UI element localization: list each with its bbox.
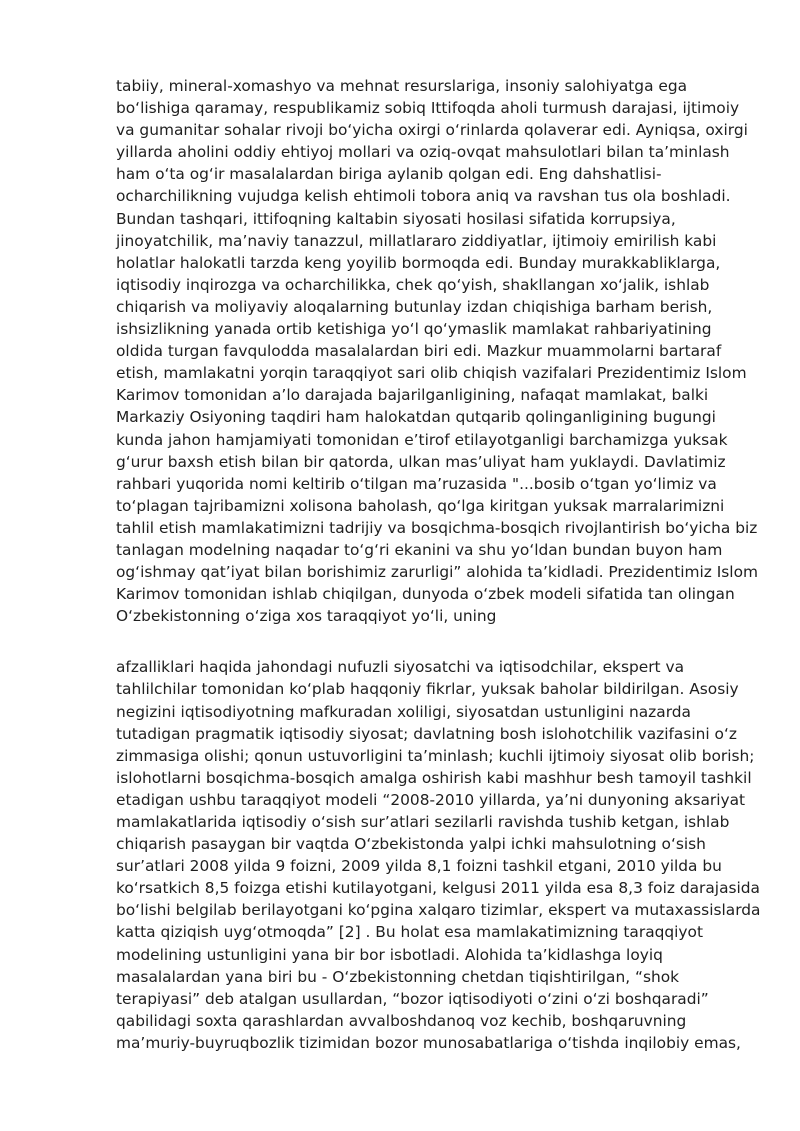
text-line: yillarda aholini oddiy ehtiyoj mollari va oziq-ovqat mahsulotlari bilan ta’minlash xyxy=(116,143,730,162)
text-line: qabilidagi soxta qarashlardan avvalboshdanoq voz kechib, boshqaruvning xyxy=(116,1011,687,1030)
text-line: afzalliklari haqida jahondagi nufuzli siyosatchi va iqtisodchilar, ekspert va xyxy=(116,658,685,677)
text-line: ma’muriy-buyruqbozlik tizimidan bozor munosabatlariga o‘tishda inqilobiy emas, xyxy=(116,1033,741,1052)
text-line: ham o‘ta og‘ir masalalardan biriga aylanib qolgan edi. Eng dahshatlisi- xyxy=(116,165,662,184)
text-line: etadigan ushbu taraqqiyot modeli “2008-2010 yillarda, ya’ni dunyoning aksariyat xyxy=(116,790,746,809)
text-line: sur’atlari 2008 yilda 9 foizni, 2009 yilda 8,1 foizni tashkil etgani, 2010 yilda bu xyxy=(116,857,722,876)
text-line: ocharchilikning vujudga kelish ehtimoli tobora aniq va ravshan tus ola boshladi. xyxy=(116,187,731,206)
text-line: jinoyatchilik, ma’naviy tanazzul, millatlararo ziddiyatlar, ijtimoiy emirilish kabi xyxy=(116,231,717,250)
text-line: ko‘rsatkich 8,5 foizga etishi kutilayotgani, kelgusi 2011 yilda esa 8,3 foiz darajasida xyxy=(116,879,760,898)
text-line: negizini iqtisodiyotning mafkuradan xoliligi, siyosatdan ustunligini nazarda xyxy=(116,702,691,721)
text-line: chiqarish pasaygan bir vaqtda O‘zbekistonda yalpi ichki mahsulotning o‘sish xyxy=(116,835,706,854)
text-line: bo‘lishi belgilab berilayotgani ko‘pgina xalqaro tizimlar, ekspert va mutaxassislarda xyxy=(116,901,761,920)
text-line: tahlilchilar tomonidan ko‘plab haqqoniy fikrlar, yuksak baholar bildirilgan. Asosiy xyxy=(116,680,739,699)
text-line: tabiiy, mineral-xomashyo va mehnat resurslariga, insoniy salohiyatga ega xyxy=(116,77,688,95)
document-page xyxy=(116,75,761,1054)
text-line: mamlakatlarida iqtisodiy o‘sish sur’atlari sezilarli ravishda tushib ketgan, ishlab xyxy=(116,813,730,831)
text-line: Markaziy Osiyoning taqdiri ham halokatdan qutqarib qolinganligining bugungi xyxy=(116,408,716,427)
text-line: bo‘lishiga qaramay, respublikamiz sobiq Ittifoqda aholi turmush darajasi, ijtimoiy xyxy=(116,99,740,118)
text-line: g‘urur baxsh etish bilan bir qatorda, ulkan mas’uliyat ham yuklaydi. Davlatimiz xyxy=(116,452,726,471)
text-line: rahbari yuqorida nomi keltirib o‘tilgan ma’ruzasida "...bosib o‘tgan yo‘limiz va xyxy=(116,474,717,493)
paragraph-1 xyxy=(116,75,758,627)
text-line: tanlagan modelning naqadar to‘g‘ri ekanini va shu yo‘ldan bundan buyon ham xyxy=(116,540,723,559)
text-line: iqtisodiy inqirozga va ocharchilikka, chek qo‘yish, shakllangan xo‘jalik, ishlab xyxy=(116,275,710,294)
text-line: ishsizlikning yanada ortib ketishiga yo‘l qo‘ymaslik mamlakat rahbariyatining xyxy=(116,320,712,339)
text-line: to‘plagan tajribamizni xolisona baholash, qo‘lga kiritgan yuksak marralarimizni xyxy=(116,496,725,515)
text-line: Karimov tomonidan ishlab chiqilgan, dunyoda o‘zbek modeli sifatida tan olingan xyxy=(116,585,735,604)
text-line: katta qiziqish uyg‘otmoqda” [2] . Bu holat esa mamlakatimizning taraqqiyot xyxy=(116,923,703,942)
text-line: va gumanitar sohalar rivoji bo‘yicha oxirgi o‘rinlarda qolaverar edi. Ayniqsa, oxirgi xyxy=(116,121,748,140)
text-line: oldida turgan favqulodda masalalardan biri edi. Mazkur muammolarni bartaraf xyxy=(116,342,722,361)
text-line: chiqarish va moliyaviy aloqalarning butunlay izdan chiqishiga barham berish, xyxy=(116,297,713,316)
text-line: Karimov tomonidan a’lo darajada bajarilganligining, nafaqat mamlakat, balki xyxy=(116,386,709,405)
text-line: terapiyasi” deb atalgan usullardan, “bozor iqtisodiyoti o‘zini o‘zi boshqaradi” xyxy=(116,989,709,1008)
text-line: O‘zbekistonning o‘ziga xos taraqqiyot yo‘li, uning xyxy=(116,607,497,626)
text-line: Bundan tashqari, ittifoqning kaltabin siyosati hosilasi sifatida korrupsiya, xyxy=(116,209,676,228)
paragraph-2 xyxy=(116,656,761,1054)
text-line: masalalardan yana biri bu - O‘zbekistonning chetdan tiqishtirilgan, “shok xyxy=(116,967,680,986)
text-line: etish, mamlakatni yorqin taraqqiyot sari olib chiqish vazifalari Prezidentimiz Islom xyxy=(116,364,747,383)
text-line: tutadigan pragmatik iqtisodiy siyosat; davlatning bosh islohotchilik vazifasini o‘z xyxy=(116,724,737,743)
text-line: zimmasiga olishi; qonun ustuvorligini ta’minlash; kuchli ijtimoiy siyosat olib borish; xyxy=(116,746,755,765)
text-line: islohotlarni bosqichma-bosqich amalga oshirish kabi mashhur besh tamoyil tashkil xyxy=(116,768,752,787)
text-line: kunda jahon hamjamiyati tomonidan e’tirof etilayotganligi barchamizga yuksak xyxy=(116,430,728,449)
text-line: tahlil etish mamlakatimizni tadrijiy va bosqichma-bosqich rivojlantirish bo‘yicha biz xyxy=(116,518,758,537)
text-line: holatlar halokatli tarzda keng yoyilib bormoqda edi. Bunday murakkabliklarga, xyxy=(116,253,721,272)
text-line: modelining ustunligini yana bir bor isbotladi. Alohida ta’kidlashga loyiq xyxy=(116,945,663,964)
paragraph-gap xyxy=(116,627,746,656)
text-line: og‘ishmay qat’iyat bilan borishimiz zarurligi” alohida ta’kidladi. Prezidentimiz Islom xyxy=(116,563,758,582)
